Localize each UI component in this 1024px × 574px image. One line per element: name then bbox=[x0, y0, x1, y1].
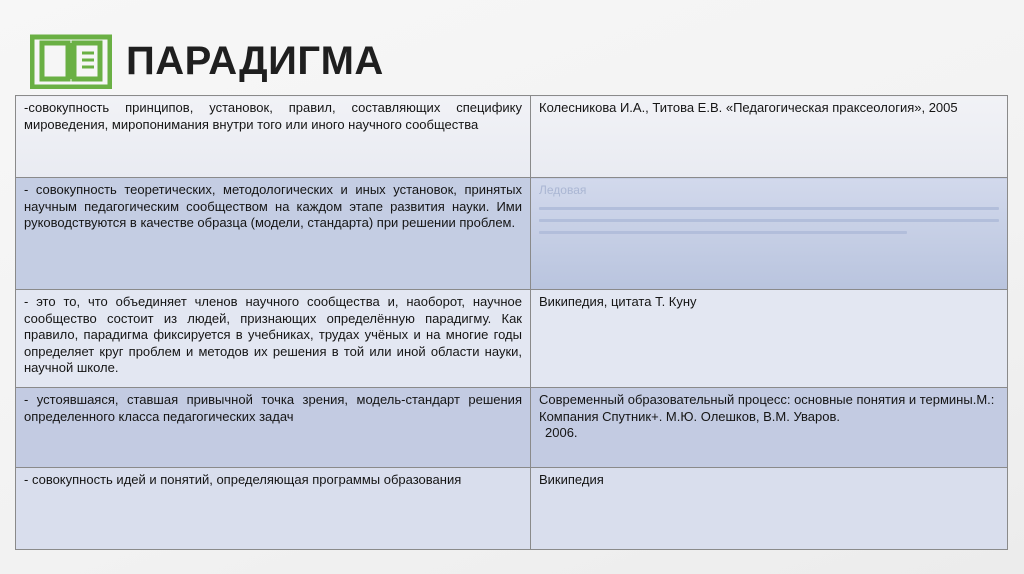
definition-cell: - устоявшаяся, ставшая привычной точка зрения, модель-стандарт решения определенного класса педагогических задач bbox=[16, 388, 531, 468]
table-row bbox=[16, 388, 1008, 468]
source-cell bbox=[531, 178, 1008, 290]
definitions-table-container bbox=[15, 95, 1007, 550]
source-cell: Википедия, цитата Т. Куну bbox=[531, 290, 1008, 388]
source-link[interactable]: Ледовая bbox=[539, 183, 587, 197]
table-row bbox=[16, 96, 1008, 178]
source-text: Современный образовательный процесс: основные понятия и термины.М.: Компания Спутник+. М.Ю. Олешков, В.М. Уваров. bbox=[539, 392, 995, 424]
definition-cell: -совокупность принципов, установок, правил, составляющих специфику мироведения, миропонимания внутри того или иного научного сообщества bbox=[16, 96, 531, 178]
faded-text-line bbox=[539, 219, 999, 222]
source-year: 2006. bbox=[545, 425, 578, 440]
definition-cell: - совокупность теоретических, методологических и иных установок, принятых научным педагогическим сообществом на каждом этапе развития науки. Ими руководствуются в качестве образца (модели, стандарта) при решении проблем. bbox=[16, 178, 531, 290]
source-cell bbox=[531, 388, 1008, 468]
table-row bbox=[16, 290, 1008, 388]
slide-header bbox=[30, 28, 384, 94]
table-row bbox=[16, 178, 1008, 290]
definitions-table bbox=[15, 95, 1008, 550]
source-cell: Википедия bbox=[531, 468, 1008, 550]
page-title: ПАРАДИГМА bbox=[126, 38, 384, 83]
definition-cell: - совокупность идей и понятий, определяющая программы образования bbox=[16, 468, 531, 550]
faded-text-line bbox=[539, 207, 999, 210]
definition-cell: - это то, что объединяет членов научного сообщества и, наоборот, научное сообщество состоит из людей, признающих определённую парадигму. Как правило, парадигма фиксируется в учебниках, трудах учёных и на многие годы определяет круг проблем и методов их решения в той или иной области науки, научной школе. bbox=[16, 290, 531, 388]
open-book-icon bbox=[30, 33, 112, 89]
table-row bbox=[16, 468, 1008, 550]
faded-text-line bbox=[539, 231, 907, 234]
source-cell: Колесникова И.А., Титова Е.В. «Педагогическая праксеология», 2005 bbox=[531, 96, 1008, 178]
